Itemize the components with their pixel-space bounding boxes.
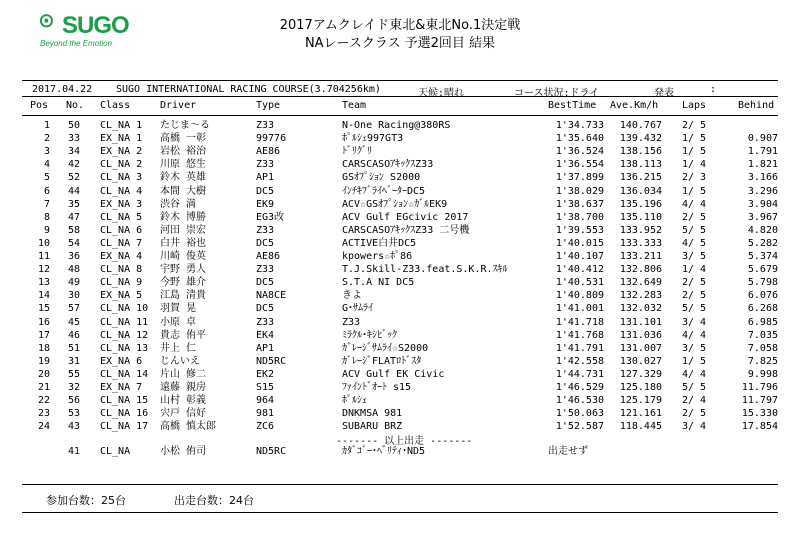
cell-pos: 10	[37, 237, 50, 249]
cell-no: 58	[67, 224, 80, 236]
cell-driver: 川原 悠生	[160, 159, 207, 171]
cell-team: kpowers☆ﾎﾟ86	[342, 251, 413, 262]
cell-driver: 河田 崇宏	[160, 224, 207, 236]
header-type: Type	[256, 100, 281, 111]
dns-class: CL_NA	[100, 446, 131, 457]
header-pos: Pos	[30, 100, 49, 111]
cell-behind: 7.058	[747, 342, 778, 354]
cell-driver: 小原 卓	[160, 316, 197, 328]
cell-type: AP1	[256, 172, 275, 184]
cell-team: Z33	[342, 316, 361, 328]
cell-best: 1'39.553	[555, 224, 604, 236]
cell-type: EK4	[256, 329, 275, 341]
cell-laps: 4/ 4	[681, 198, 707, 210]
cell-team: SUBARU BRZ	[342, 421, 403, 433]
cell-behind: 1.791	[747, 146, 778, 158]
cell-laps: 2/ 5	[681, 277, 707, 289]
cell-best: 1'44.731	[555, 368, 604, 380]
cell-type: DC5	[256, 303, 275, 315]
header-team: Team	[342, 100, 367, 111]
weather: 天候:晴れ	[418, 88, 465, 99]
cell-pos: 12	[37, 264, 50, 276]
cell-class: EX_NA 6	[100, 355, 143, 367]
cell-pos: 4	[43, 159, 50, 171]
cell-class: CL_NA 16	[100, 408, 149, 420]
table-row	[0, 342, 800, 356]
cell-behind: 4.820	[747, 224, 778, 236]
cell-team: S.T.A NI DC5	[342, 277, 415, 289]
cell-no: 31	[67, 355, 80, 367]
cell-type: Z33	[256, 224, 275, 236]
cell-speed: 135.196	[619, 198, 662, 210]
cell-type: AP1	[256, 342, 275, 354]
published-label: 発表	[654, 88, 674, 99]
cell-class: CL_NA 2	[100, 159, 143, 171]
cell-laps: 4/ 4	[681, 329, 707, 341]
table-row	[0, 250, 800, 264]
cell-team: ｶﾞﾚｰｼﾞｻﾑﾗｲ☆S2000	[342, 342, 429, 354]
cell-speed: 139.432	[619, 133, 662, 145]
cell-class: CL_NA 8	[100, 264, 143, 276]
cell-speed: 131.101	[619, 316, 662, 328]
table-row	[0, 145, 800, 159]
cell-driver: 川崎 俊英	[160, 251, 207, 262]
cell-speed: 125.179	[619, 395, 662, 407]
cell-no: 55	[67, 368, 80, 380]
cell-class: CL_NA 13	[100, 342, 149, 354]
cell-speed: 131.036	[619, 329, 662, 341]
cell-driver: 今野 雄介	[160, 277, 207, 289]
cell-class: CL_NA 4	[100, 185, 143, 197]
cell-driver: 片山 修二	[160, 368, 207, 380]
cell-class: EX_NA 2	[100, 146, 143, 158]
cell-behind: 3.967	[747, 211, 778, 223]
cell-laps: 2/ 5	[681, 211, 707, 223]
cell-no: 32	[67, 382, 80, 393]
cell-type: DC5	[256, 277, 275, 289]
cell-type: EG3改	[256, 211, 285, 223]
cell-pos: 21	[37, 382, 50, 393]
cell-behind: 9.998	[747, 368, 778, 380]
cell-driver: じんいえ	[160, 355, 200, 367]
cell-team: CARSCASOｱｷｯｸｽZ33 二号機	[342, 224, 470, 236]
cell-behind: 7.035	[747, 329, 778, 341]
cell-laps: 3/ 4	[681, 421, 707, 433]
cell-behind: 5.679	[747, 264, 778, 276]
cell-speed: 140.767	[619, 120, 662, 131]
cell-speed: 132.806	[619, 264, 662, 276]
dns-row	[0, 445, 800, 459]
cell-speed: 133.211	[619, 251, 662, 262]
cell-laps: 3/ 4	[681, 316, 707, 328]
cell-laps: 2/ 3	[681, 172, 707, 184]
cell-laps: 3/ 5	[681, 251, 707, 262]
table-row	[0, 302, 800, 316]
cell-pos: 23	[37, 408, 50, 420]
table-row	[0, 171, 800, 185]
cell-speed: 133.333	[619, 237, 662, 249]
cell-best: 1'38.029	[555, 185, 604, 197]
cell-team: ACV Gulf EK Civic	[342, 368, 445, 380]
cell-class: CL_NA 9	[100, 277, 143, 289]
cell-type: DC5	[256, 237, 275, 249]
cell-type: ND5RC	[256, 355, 287, 367]
starters-count: 出走台数：24台	[174, 494, 254, 507]
cell-class: CL_NA 12	[100, 329, 149, 341]
dns-driver: 小松 侑司	[160, 446, 207, 457]
header-rule	[22, 115, 778, 116]
cell-speed: 138.113	[619, 159, 662, 171]
entries-count: 参加台数：25台	[46, 494, 126, 507]
dns-no: 41	[67, 446, 80, 457]
header-laps: Laps	[682, 100, 707, 111]
cell-no: 54	[67, 237, 80, 249]
cell-behind: 7.825	[747, 355, 778, 367]
cell-no: 44	[67, 185, 80, 197]
table-row	[0, 198, 800, 212]
cell-no: 43	[67, 421, 80, 433]
cell-speed: 135.110	[619, 211, 662, 223]
dns-type: ND5RC	[256, 446, 287, 457]
cell-laps: 1/ 5	[681, 146, 707, 158]
cell-pos: 17	[37, 329, 50, 341]
cell-behind: 5.282	[747, 237, 778, 249]
cell-behind: 6.268	[747, 303, 778, 315]
cell-best: 1'40.412	[555, 264, 604, 276]
cell-driver: 本間 大樹	[160, 185, 207, 197]
cell-best: 1'41.791	[555, 342, 604, 354]
cell-pos: 19	[37, 355, 50, 367]
cell-team: ﾐﾗｸﾙ･ｷｼﾋﾞｯｸ	[342, 329, 397, 341]
cell-class: EX_NA 1	[100, 133, 143, 145]
cell-team: ｲﾝﾁｷﾌﾞﾗｲﾍﾞｰﾀｰDC5	[342, 185, 426, 197]
header-speed: Ave.Km/h	[610, 100, 659, 111]
cell-behind: 6.985	[747, 316, 778, 328]
cell-no: 48	[67, 264, 80, 276]
cell-laps: 2/ 4	[681, 395, 707, 407]
cell-laps: 5/ 5	[681, 224, 707, 236]
event-title: 2017アムクレイド東北&東北No.1決定戦	[279, 18, 521, 33]
cell-no: 34	[67, 146, 80, 158]
cell-no: 50	[67, 120, 80, 131]
cell-best: 1'40.809	[555, 290, 604, 302]
cell-no: 47	[67, 211, 80, 223]
cell-speed: 131.007	[619, 342, 662, 354]
cell-team: GSｵﾌﾟｼｮﾝ S2000	[342, 172, 421, 184]
table-row	[0, 381, 800, 395]
cell-best: 1'36.524	[555, 146, 604, 158]
cell-no: 46	[67, 329, 80, 341]
table-row	[0, 119, 800, 133]
cell-driver: 宇野 勇人	[160, 264, 207, 276]
cell-class: EX_NA 7	[100, 382, 143, 393]
session-title: NAレースクラス 予選2回目 結果	[304, 36, 496, 51]
table-row	[0, 407, 800, 421]
cell-class: EX_NA 4	[100, 251, 143, 262]
table-row	[0, 355, 800, 369]
cell-laps: 5/ 5	[681, 303, 707, 315]
cell-best: 1'38.637	[555, 198, 604, 210]
cell-driver: 白井 裕也	[160, 237, 207, 249]
cell-behind: 5.798	[747, 277, 778, 289]
cell-pos: 11	[37, 251, 50, 262]
cell-best: 1'38.700	[555, 211, 604, 223]
cell-laps: 4/ 4	[681, 368, 707, 380]
cell-no: 42	[67, 159, 80, 171]
cell-best: 1'40.107	[555, 251, 604, 262]
cell-behind: 3.296	[747, 185, 778, 197]
cell-no: 52	[67, 172, 80, 184]
cell-driver: 鈴木 博勝	[160, 211, 207, 223]
cell-type: EK2	[256, 368, 275, 380]
published-colon: :	[710, 84, 717, 95]
cell-type: NA8CE	[256, 290, 287, 302]
cell-laps: 3/ 5	[681, 342, 707, 354]
cell-type: ZC6	[256, 421, 275, 433]
cell-best: 1'36.554	[555, 159, 604, 171]
table-row	[0, 263, 800, 277]
cell-no: 45	[67, 316, 80, 328]
brand-tagline: Beyond the Emotion	[40, 39, 113, 48]
cell-speed: 136.215	[619, 172, 662, 184]
table-row	[0, 276, 800, 290]
cell-class: EX_NA 5	[100, 290, 143, 302]
cell-team: ﾌｧｲﾝﾄﾞｵｰﾄ s15	[342, 382, 412, 393]
cell-pos: 9	[43, 224, 50, 236]
cell-type: Z33	[256, 316, 275, 328]
cell-no: 36	[67, 251, 80, 262]
cell-class: EX_NA 3	[100, 198, 143, 210]
cell-driver: 岩松 裕治	[160, 146, 207, 158]
cell-team: DNKMSA 981	[342, 408, 403, 420]
cell-team: ｶﾞﾚｰｼﾞFLATﾛﾄﾞｽﾀ	[342, 355, 422, 367]
header-behind: Behind	[738, 100, 775, 111]
cell-type: Z33	[256, 159, 275, 171]
course-name: SUGO INTERNATIONAL RACING COURSE(3.704256km)	[116, 84, 381, 95]
table-header	[0, 99, 800, 113]
footer-rule-top	[22, 484, 778, 485]
cell-type: Z33	[256, 264, 275, 276]
cell-type: Z33	[256, 120, 275, 131]
table-row	[0, 237, 800, 251]
cell-laps: 1/ 5	[681, 355, 707, 367]
cell-best: 1'41.001	[555, 303, 604, 315]
cell-class: CL_NA 7	[100, 237, 143, 249]
cell-best: 1'46.530	[555, 395, 604, 407]
cell-best: 1'35.640	[555, 133, 604, 145]
cell-speed: 121.161	[619, 408, 662, 420]
cell-behind: 5.374	[747, 251, 778, 262]
cell-team: ACTIVE白井DC5	[342, 237, 417, 249]
cell-behind: 17.854	[741, 421, 778, 433]
cell-laps: 2/ 5	[681, 120, 707, 131]
cell-type: DC5	[256, 185, 275, 197]
cell-team: T.J.Skill-Z33.feat.S.K.R.ｽｷﾙ	[342, 264, 508, 276]
cell-driver: 遠藤 親房	[160, 382, 207, 393]
cell-behind: 15.330	[741, 408, 778, 420]
cell-team: ﾎﾟﾙｼｪ	[342, 395, 367, 407]
cell-team: ﾎﾟﾙｼｪ997GT3	[342, 133, 404, 145]
cell-driver: 高橋 一彰	[160, 133, 207, 145]
table-row	[0, 132, 800, 146]
table-row	[0, 211, 800, 225]
cell-driver: 山村 彰義	[160, 395, 207, 407]
cell-no: 51	[67, 342, 80, 354]
cell-behind: 0.907	[747, 133, 778, 145]
course-status: コース状況:ドライ	[514, 88, 600, 99]
cell-team: きよ	[342, 290, 362, 302]
cell-driver: 羽賀 晃	[160, 303, 197, 315]
cell-team: N-One Racing@380RS	[342, 120, 451, 131]
cell-driver: 井上 仁	[160, 342, 197, 354]
cell-speed: 132.649	[619, 277, 662, 289]
dns-team: ｶﾀﾞｺﾞｰ･ﾍﾞﾘﾃｨ･ND5	[342, 446, 426, 457]
table-row	[0, 316, 800, 330]
cell-pos: 6	[43, 185, 50, 197]
cell-no: 30	[67, 290, 80, 302]
top-rule	[22, 80, 778, 81]
cell-class: CL_NA 15	[100, 395, 149, 407]
header-class: Class	[100, 100, 131, 111]
cell-best: 1'42.558	[555, 355, 604, 367]
cell-speed: 138.156	[619, 146, 662, 158]
cell-driver: 渋谷 満	[160, 198, 197, 210]
cell-class: CL_NA 1	[100, 120, 143, 131]
cell-driver: たじま～る	[160, 120, 210, 131]
cell-speed: 125.180	[619, 382, 662, 393]
cell-team: ﾄﾞﾘｸﾞﾘ	[342, 146, 372, 158]
cell-class: CL_NA 14	[100, 368, 149, 380]
cell-behind: 3.166	[747, 172, 778, 184]
table-row	[0, 224, 800, 238]
cell-pos: 13	[37, 277, 50, 289]
cell-type: 99776	[256, 133, 287, 145]
sugo-logo-icon: ⊙	[38, 8, 55, 32]
cell-pos: 1	[43, 120, 50, 131]
cell-class: CL_NA 6	[100, 224, 143, 236]
cell-speed: 136.034	[619, 185, 662, 197]
date: 2017.04.22	[32, 84, 93, 95]
cell-team: ACV Gulf EGcivic 2017	[342, 211, 469, 223]
meta-rule	[22, 96, 778, 97]
cell-pos: 2	[43, 133, 50, 145]
cell-pos: 14	[37, 290, 50, 302]
cell-pos: 15	[37, 303, 50, 315]
header-no: No.	[66, 100, 85, 111]
cell-class: CL_NA 10	[100, 303, 149, 315]
cell-type: AE86	[256, 251, 281, 262]
header-driver: Driver	[160, 100, 197, 111]
cell-speed: 118.445	[619, 421, 662, 433]
table-row	[0, 158, 800, 172]
footer-rule-bottom	[22, 512, 778, 513]
cell-behind: 3.904	[747, 198, 778, 210]
cell-type: AE86	[256, 146, 281, 158]
cell-team: CARSCASOｱｷｯｸｽZ33	[342, 159, 434, 171]
table-row	[0, 368, 800, 382]
cell-pos: 5	[43, 172, 50, 184]
cell-pos: 8	[43, 211, 50, 223]
cell-speed: 132.032	[619, 303, 662, 315]
cell-no: 57	[67, 303, 80, 315]
cell-class: CL_NA 3	[100, 172, 143, 184]
cell-driver: 高橋 慎太郎	[160, 421, 217, 433]
cell-type: 981	[256, 408, 275, 420]
cell-pos: 7	[43, 198, 50, 210]
cell-pos: 20	[37, 368, 50, 380]
cell-driver: 宍戸 信好	[160, 408, 207, 420]
cell-pos: 16	[37, 316, 50, 328]
cell-behind: 11.797	[741, 395, 778, 407]
cell-best: 1'50.063	[555, 408, 604, 420]
cell-no: 56	[67, 395, 80, 407]
cell-best: 1'34.733	[555, 120, 604, 131]
cell-laps: 5/ 5	[681, 382, 707, 393]
cell-behind: 11.796	[741, 382, 778, 393]
cell-type: 964	[256, 395, 275, 407]
cell-best: 1'41.718	[555, 316, 604, 328]
header-best: BestTime	[548, 100, 597, 111]
cell-speed: 132.283	[619, 290, 662, 302]
cell-team: G･ｻﾑﾗｲ	[342, 303, 374, 315]
cell-laps: 1/ 5	[681, 133, 707, 145]
cell-best: 1'40.531	[555, 277, 604, 289]
brand-name: SUGO	[62, 12, 129, 39]
cell-type: EK9	[256, 198, 275, 210]
table-row	[0, 185, 800, 199]
cell-best: 1'46.529	[555, 382, 604, 393]
cell-no: 35	[67, 198, 80, 210]
cell-no: 33	[67, 133, 80, 145]
dns-status: 出走せず	[548, 446, 588, 457]
table-row	[0, 394, 800, 408]
cell-best: 1'41.768	[555, 329, 604, 341]
cell-best: 1'37.899	[555, 172, 604, 184]
cell-driver: 貴志 侑平	[160, 329, 207, 341]
cell-laps: 2/ 5	[681, 408, 707, 420]
cell-speed: 127.329	[619, 368, 662, 380]
cell-behind: 1.821	[747, 159, 778, 171]
cell-pos: 3	[43, 146, 50, 158]
cell-class: CL_NA 17	[100, 421, 149, 433]
cell-speed: 133.952	[619, 224, 662, 236]
cell-no: 53	[67, 408, 80, 420]
cell-pos: 22	[37, 395, 50, 407]
separator: ------- 以上出走 -------	[336, 436, 473, 447]
cell-laps: 2/ 5	[681, 290, 707, 302]
cell-laps: 1/ 5	[681, 185, 707, 197]
cell-laps: 4/ 5	[681, 237, 707, 249]
cell-speed: 130.027	[619, 355, 662, 367]
cell-class: CL_NA 5	[100, 211, 143, 223]
table-row	[0, 289, 800, 303]
table-row	[0, 329, 800, 343]
cell-pos: 18	[37, 342, 50, 354]
cell-laps: 1/ 4	[681, 264, 707, 276]
cell-laps: 1/ 4	[681, 159, 707, 171]
cell-class: CL_NA 11	[100, 316, 149, 328]
cell-pos: 24	[37, 421, 50, 433]
cell-best: 1'52.587	[555, 421, 604, 433]
cell-team: ACV☆GSｵﾌﾟｼｮﾝ☆ｶﾞﾙEK9	[342, 198, 448, 210]
cell-driver: 江島 清貴	[160, 290, 207, 302]
cell-no: 49	[67, 277, 80, 289]
cell-type: S15	[256, 382, 275, 393]
cell-driver: 鈴木 英雄	[160, 172, 207, 184]
cell-best: 1'40.015	[555, 237, 604, 249]
cell-behind: 6.076	[747, 290, 778, 302]
